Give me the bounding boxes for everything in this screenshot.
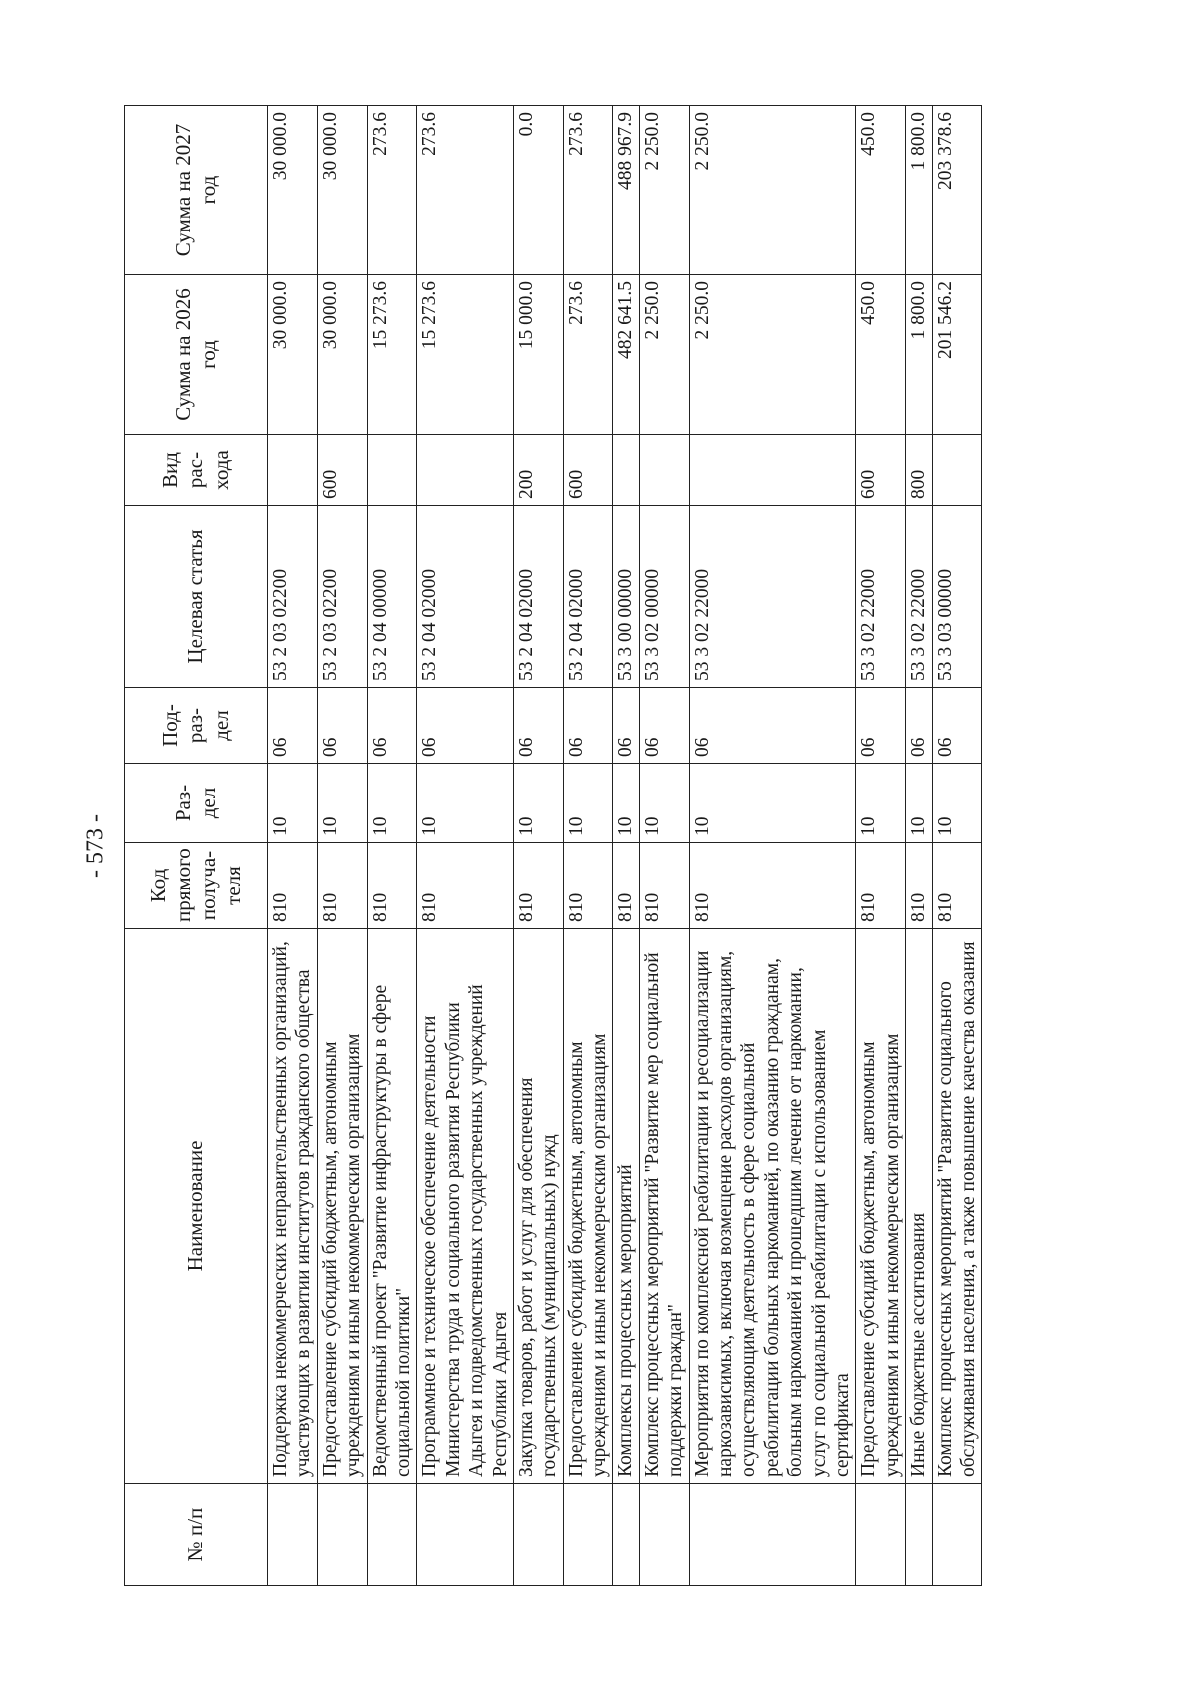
cell-podrazdel: 06 (639, 688, 689, 764)
cell-podrazdel: 06 (417, 688, 514, 764)
cell-idx (317, 1484, 367, 1586)
cell-celevaya: 53 2 04 00000 (367, 506, 417, 688)
table-row (932, 106, 982, 1586)
cell-razdel: 10 (856, 764, 906, 843)
cell-razdel: 10 (417, 764, 514, 843)
cell-sum2027: 450.0 (856, 106, 906, 275)
cell-sum2027: 2 250.0 (639, 106, 689, 275)
table-row (417, 106, 514, 1586)
cell-idx (639, 1484, 689, 1586)
cell-razdel: 10 (317, 764, 367, 843)
header-razdel: Раз-дел (125, 764, 268, 843)
cell-idx (563, 1484, 613, 1586)
cell-idx (906, 1484, 932, 1586)
table-row (639, 106, 689, 1586)
cell-code: 810 (639, 843, 689, 929)
cell-name: Комплекс процессных мероприятий "Развитие социального обслуживания населения, а также повышение качества оказания (932, 929, 982, 1484)
cell-sum2026: 30 000.0 (317, 275, 367, 435)
cell-celevaya: 53 2 04 02000 (513, 506, 563, 688)
cell-name: Иные бюджетные ассигнования (906, 929, 932, 1484)
cell-name: Предоставление субсидий бюджетным, автономным учреждениям и иным некоммерческим организациям (563, 929, 613, 1484)
cell-razdel: 10 (689, 764, 856, 843)
cell-vid (268, 435, 318, 506)
table-row (689, 106, 856, 1586)
cell-razdel: 10 (563, 764, 613, 843)
budget-table (124, 105, 982, 1586)
cell-celevaya: 53 2 03 02200 (317, 506, 367, 688)
cell-idx (613, 1484, 639, 1586)
cell-code: 810 (513, 843, 563, 929)
cell-celevaya: 53 3 02 22000 (856, 506, 906, 688)
cell-sum2027: 30 000.0 (317, 106, 367, 275)
cell-sum2027: 203 378.6 (932, 106, 982, 275)
cell-razdel: 10 (613, 764, 639, 843)
cell-podrazdel: 06 (268, 688, 318, 764)
cell-podrazdel: 06 (513, 688, 563, 764)
cell-celevaya: 53 3 03 00000 (932, 506, 982, 688)
table-row (317, 106, 367, 1586)
cell-podrazdel: 06 (317, 688, 367, 764)
cell-vid (689, 435, 856, 506)
cell-vid: 600 (856, 435, 906, 506)
cell-sum2026: 1 800.0 (906, 275, 932, 435)
header-idx: № п/п (125, 1484, 268, 1586)
cell-podrazdel: 06 (367, 688, 417, 764)
cell-celevaya: 53 3 00 00000 (613, 506, 639, 688)
cell-celevaya: 53 2 04 02000 (417, 506, 514, 688)
cell-sum2027: 273.6 (563, 106, 613, 275)
table-row (906, 106, 932, 1586)
cell-vid (367, 435, 417, 506)
cell-sum2027: 1 800.0 (906, 106, 932, 275)
header-code: Код прямого получа-теля (125, 843, 268, 929)
cell-name: Комплексы процессных мероприятий (613, 929, 639, 1484)
header-podrazdel: Под-раз-дел (125, 688, 268, 764)
cell-code: 810 (317, 843, 367, 929)
cell-podrazdel: 06 (689, 688, 856, 764)
table-row (563, 106, 613, 1586)
header-sum2027: Сумма на 2027 год (125, 106, 268, 275)
cell-name: Комплекс процессных мероприятий "Развитие мер социальной поддержки граждан" (639, 929, 689, 1484)
cell-podrazdel: 06 (932, 688, 982, 764)
cell-sum2027: 2 250.0 (689, 106, 856, 275)
cell-sum2026: 15 273.6 (367, 275, 417, 435)
header-vid: Вид рас-хода (125, 435, 268, 506)
cell-vid: 800 (906, 435, 932, 506)
header-celevaya: Целевая статья (125, 506, 268, 688)
cell-podrazdel: 06 (613, 688, 639, 764)
cell-sum2027: 273.6 (367, 106, 417, 275)
cell-code: 810 (932, 843, 982, 929)
cell-vid (639, 435, 689, 506)
cell-code: 810 (689, 843, 856, 929)
cell-idx (268, 1484, 318, 1586)
table-body (268, 106, 982, 1586)
cell-code: 810 (417, 843, 514, 929)
cell-idx (932, 1484, 982, 1586)
cell-code: 810 (906, 843, 932, 929)
cell-name: Поддержка некоммерческих неправительственных организаций, участвующих в развитии институтов гражданского общества (268, 929, 318, 1484)
cell-celevaya: 53 2 04 02000 (563, 506, 613, 688)
cell-sum2026: 15 000.0 (513, 275, 563, 435)
table-row (513, 106, 563, 1586)
cell-name: Закупка товаров, работ и услуг для обеспечения государственных (муниципальных) нужд (513, 929, 563, 1484)
cell-sum2026: 482 641.5 (613, 275, 639, 435)
table-row (856, 106, 906, 1586)
cell-sum2026: 2 250.0 (689, 275, 856, 435)
cell-idx (689, 1484, 856, 1586)
cell-razdel: 10 (906, 764, 932, 843)
cell-vid: 600 (317, 435, 367, 506)
cell-podrazdel: 06 (563, 688, 613, 764)
cell-vid: 200 (513, 435, 563, 506)
cell-idx (513, 1484, 563, 1586)
cell-name: Предоставление субсидий бюджетным, автономным учреждениям и иным некоммерческим организациям (856, 929, 906, 1484)
cell-celevaya: 53 3 02 22000 (906, 506, 932, 688)
cell-idx (367, 1484, 417, 1586)
cell-razdel: 10 (367, 764, 417, 843)
table-row (268, 106, 318, 1586)
cell-sum2026: 450.0 (856, 275, 906, 435)
cell-sum2027: 0.0 (513, 106, 563, 275)
cell-idx (856, 1484, 906, 1586)
cell-name: Предоставление субсидий бюджетным, автономным учреждениям и иным некоммерческим организациям (317, 929, 367, 1484)
cell-razdel: 10 (639, 764, 689, 843)
cell-sum2026: 30 000.0 (268, 275, 318, 435)
cell-podrazdel: 06 (906, 688, 932, 764)
cell-razdel: 10 (513, 764, 563, 843)
cell-code: 810 (613, 843, 639, 929)
cell-sum2027: 273.6 (417, 106, 514, 275)
cell-code: 810 (856, 843, 906, 929)
cell-celevaya: 53 2 03 02200 (268, 506, 318, 688)
table-row (367, 106, 417, 1586)
cell-razdel: 10 (932, 764, 982, 843)
cell-idx (417, 1484, 514, 1586)
cell-name: Программное и техническое обеспечение деятельности Министерства труда и социального развития Республики Адыгея и подведомственных государственных учреждений Республики Адыгея (417, 929, 514, 1484)
cell-sum2026: 201 546.2 (932, 275, 982, 435)
cell-code: 810 (367, 843, 417, 929)
cell-vid (932, 435, 982, 506)
cell-sum2027: 30 000.0 (268, 106, 318, 275)
cell-code: 810 (563, 843, 613, 929)
cell-sum2027: 488 967.9 (613, 106, 639, 275)
cell-sum2026: 2 250.0 (639, 275, 689, 435)
cell-code: 810 (268, 843, 318, 929)
cell-sum2026: 15 273.6 (417, 275, 514, 435)
header-name: Наименование (125, 929, 268, 1484)
header-sum2026: Сумма на 2026 год (125, 275, 268, 435)
cell-celevaya: 53 3 02 22000 (689, 506, 856, 688)
page-number: - 573 - (82, 814, 109, 878)
cell-vid (613, 435, 639, 506)
cell-vid: 600 (563, 435, 613, 506)
cell-celevaya: 53 3 02 00000 (639, 506, 689, 688)
cell-podrazdel: 06 (856, 688, 906, 764)
cell-razdel: 10 (268, 764, 318, 843)
table-row (613, 106, 639, 1586)
cell-name: Ведомственный проект "Развитие инфраструктуры в сфере социальной политики" (367, 929, 417, 1484)
cell-vid (417, 435, 514, 506)
cell-name: Мероприятия по комплексной реабилитации и ресоциализации наркозависимых, включая возмещение расходов организациям, осуществляющим деятельность в сфере социальной реабилитации больных наркоманией, по оказанию гражданам, больным наркоманией и прошедшим лечение от наркомании, услуг по социальной реабилитации с использованием сертификата (689, 929, 856, 1484)
cell-sum2026: 273.6 (563, 275, 613, 435)
table-header-row (125, 106, 268, 1586)
budget-table-container (124, 106, 1084, 1586)
